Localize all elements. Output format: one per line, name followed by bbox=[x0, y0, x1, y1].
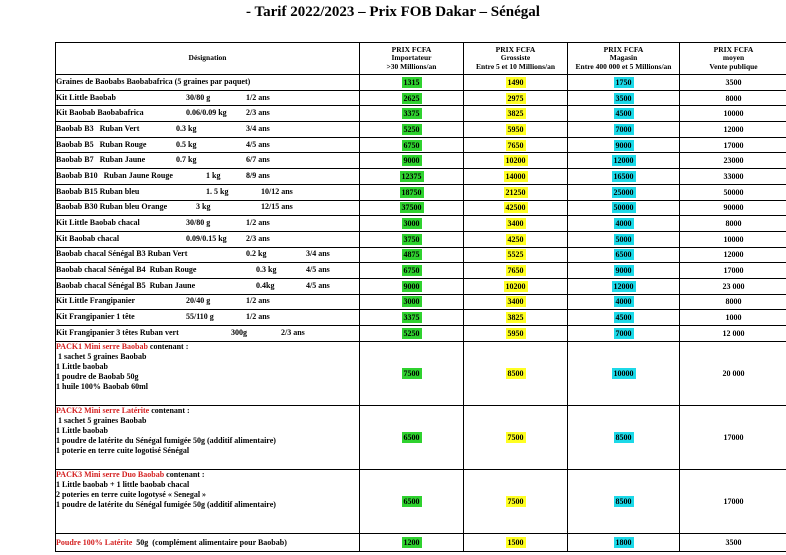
table-row bbox=[56, 169, 786, 185]
price-magasin bbox=[568, 90, 680, 106]
price-importateur-value: 9000 bbox=[403, 281, 420, 291]
price-grossiste-value: 21250 bbox=[505, 187, 526, 197]
product-age: 1/2 ans bbox=[246, 92, 270, 102]
price-vente-publique: 1000 bbox=[680, 310, 786, 326]
price-magasin-value: 25000 bbox=[613, 187, 634, 197]
table-row bbox=[56, 200, 786, 216]
product-name: Baobab B5 Ruban Rouge bbox=[56, 139, 147, 149]
price-importateur-value: 1315 bbox=[403, 77, 420, 87]
product-name: Kit Little Frangipanier bbox=[56, 296, 136, 306]
product-name: Kit Baobab chacal bbox=[56, 233, 120, 243]
price-magasin bbox=[568, 326, 680, 342]
price-grossiste-value: 5525 bbox=[507, 250, 524, 260]
price-grossiste-value: 4250 bbox=[507, 234, 524, 244]
designation-cell bbox=[56, 153, 360, 169]
price-magasin-value: 4500 bbox=[615, 109, 632, 119]
header-importateur: PRIX FCFA Importateur >30 Millions/an bbox=[360, 43, 464, 75]
price-vente-publique: 20 000 bbox=[680, 341, 786, 405]
price-importateur-value: 18750 bbox=[401, 187, 422, 197]
price-importateur bbox=[360, 106, 464, 122]
price-importateur bbox=[360, 216, 464, 232]
product-age: 2/3 ans bbox=[246, 233, 270, 243]
price-magasin-value: 1750 bbox=[615, 77, 632, 87]
product-name: Kit Frangipanier 1 tête bbox=[56, 312, 135, 322]
price-magasin bbox=[568, 341, 680, 405]
table-row bbox=[56, 106, 786, 122]
product-name: Kit Frangipanier 3 têtes Ruban vert bbox=[56, 327, 179, 337]
price-importateur-value: 6500 bbox=[403, 496, 420, 506]
price-grossiste-value: 5950 bbox=[507, 328, 524, 338]
price-grossiste bbox=[464, 231, 568, 247]
designation-cell bbox=[56, 122, 360, 138]
table-row bbox=[56, 326, 786, 342]
table-row bbox=[56, 137, 786, 153]
price-vente-publique: 12000 bbox=[680, 247, 786, 263]
product-age: 2/3 ans bbox=[281, 327, 305, 337]
page-title: - Tarif 2022/2023 – Prix FOB Dakar – Sénégal bbox=[246, 4, 540, 20]
price-importateur-value: 3750 bbox=[403, 234, 420, 244]
price-importateur bbox=[360, 231, 464, 247]
product-weight: 0.7 kg bbox=[176, 155, 197, 165]
product-suffix: 50g (complément alimentaire pour Baobab) bbox=[132, 537, 287, 547]
product-age: 2/3 ans bbox=[246, 108, 270, 118]
table-row bbox=[56, 263, 786, 279]
designation-cell bbox=[56, 90, 360, 106]
designation-cell bbox=[56, 137, 360, 153]
price-grossiste bbox=[464, 278, 568, 294]
price-magasin-value: 16500 bbox=[613, 171, 634, 181]
product-weight: 0.4kg bbox=[256, 280, 275, 290]
designation-cell bbox=[56, 169, 360, 185]
price-vente-publique: 10000 bbox=[680, 106, 786, 122]
price-magasin bbox=[568, 247, 680, 263]
product-weight: 0.09/0.15 kg bbox=[186, 233, 227, 243]
price-grossiste bbox=[464, 469, 568, 533]
pack-item: 2 poteries en terre cuite logotysé « Senegal » bbox=[56, 489, 207, 499]
price-magasin-value: 7000 bbox=[615, 328, 632, 338]
price-magasin bbox=[568, 106, 680, 122]
product-name: Baobab B30 Ruban bleu Orange bbox=[56, 202, 168, 212]
price-magasin-value: 12000 bbox=[613, 156, 634, 166]
product-weight: 0.3 kg bbox=[176, 123, 197, 133]
price-magasin bbox=[568, 533, 680, 551]
product-title: Poudre 100% Latérite bbox=[56, 537, 133, 547]
price-grossiste bbox=[464, 247, 568, 263]
product-weight: 3 kg bbox=[196, 202, 211, 212]
price-vente-publique: 17000 bbox=[680, 469, 786, 533]
price-importateur bbox=[360, 278, 464, 294]
price-magasin bbox=[568, 263, 680, 279]
price-importateur bbox=[360, 169, 464, 185]
product-name: Kit Little Baobab chacal bbox=[56, 218, 140, 228]
price-magasin bbox=[568, 184, 680, 200]
designation-cell bbox=[56, 310, 360, 326]
price-grossiste bbox=[464, 153, 568, 169]
price-grossiste bbox=[464, 294, 568, 310]
price-importateur-value: 7500 bbox=[403, 368, 420, 378]
price-magasin bbox=[568, 153, 680, 169]
price-magasin bbox=[568, 137, 680, 153]
price-grossiste-value: 10200 bbox=[505, 281, 526, 291]
header-vente-publique: PRIX FCFA moyen Vente publique bbox=[680, 43, 786, 75]
price-vente-publique: 33000 bbox=[680, 169, 786, 185]
price-importateur bbox=[360, 341, 464, 405]
table-row bbox=[56, 122, 786, 138]
price-magasin-value: 3500 bbox=[615, 93, 632, 103]
header-magasin: PRIX FCFA Magasin Entre 400 000 et 5 Millions/an bbox=[568, 43, 680, 75]
product-weight: 0.5 kg bbox=[176, 139, 197, 149]
product-age: 1/2 ans bbox=[246, 296, 270, 306]
product-age: 1/2 ans bbox=[246, 312, 270, 322]
price-grossiste-value: 10200 bbox=[505, 156, 526, 166]
pack-title: PACK2 Mini serre Latérite bbox=[56, 405, 150, 415]
price-grossiste-value: 3400 bbox=[507, 297, 524, 307]
product-age: 4/5 ans bbox=[246, 139, 270, 149]
product-name: Kit Baobab Baobabafrica bbox=[56, 108, 144, 118]
table-row bbox=[56, 278, 786, 294]
price-importateur-value: 37500 bbox=[401, 203, 422, 213]
designation-cell bbox=[56, 263, 360, 279]
price-grossiste bbox=[464, 106, 568, 122]
price-grossiste-value: 7500 bbox=[507, 432, 524, 442]
price-importateur bbox=[360, 469, 464, 533]
price-grossiste bbox=[464, 169, 568, 185]
price-magasin bbox=[568, 469, 680, 533]
price-importateur-value: 6750 bbox=[403, 266, 420, 276]
price-vente-publique: 23000 bbox=[680, 153, 786, 169]
price-importateur bbox=[360, 122, 464, 138]
price-importateur bbox=[360, 310, 464, 326]
table-row bbox=[56, 184, 786, 200]
table-row bbox=[56, 533, 786, 551]
price-importateur bbox=[360, 137, 464, 153]
pack-description bbox=[56, 469, 360, 533]
price-importateur-value: 1200 bbox=[403, 537, 420, 547]
price-magasin-value: 9000 bbox=[615, 140, 632, 150]
product-name: Baobab B3 Ruban Vert bbox=[56, 123, 140, 133]
price-magasin bbox=[568, 200, 680, 216]
header-designation: Désignation bbox=[56, 43, 360, 75]
price-vente-publique: 8000 bbox=[680, 216, 786, 232]
product-age: 8/9 ans bbox=[246, 170, 270, 180]
price-vente-publique: 8000 bbox=[680, 90, 786, 106]
price-vente-publique: 90000 bbox=[680, 200, 786, 216]
pack-row bbox=[56, 469, 786, 533]
price-grossiste-value: 7650 bbox=[507, 266, 524, 276]
price-magasin-value: 8500 bbox=[615, 496, 632, 506]
product-weight: 0.06/0.09 kg bbox=[186, 108, 227, 118]
price-importateur bbox=[360, 294, 464, 310]
price-grossiste bbox=[464, 310, 568, 326]
price-vente-publique: 12000 bbox=[680, 122, 786, 138]
price-importateur-value: 6750 bbox=[403, 140, 420, 150]
price-importateur bbox=[360, 153, 464, 169]
price-magasin bbox=[568, 405, 680, 469]
price-grossiste bbox=[464, 216, 568, 232]
price-importateur-value: 6500 bbox=[403, 432, 420, 442]
price-importateur-value: 4875 bbox=[403, 250, 420, 260]
price-grossiste-value: 7650 bbox=[507, 140, 524, 150]
price-grossiste bbox=[464, 326, 568, 342]
product-name: Baobab B15 Ruban bleu bbox=[56, 186, 140, 196]
price-magasin bbox=[568, 278, 680, 294]
price-importateur-value: 3000 bbox=[403, 297, 420, 307]
pack-suffix: contenant : bbox=[147, 341, 189, 351]
price-importateur bbox=[360, 247, 464, 263]
price-grossiste bbox=[464, 405, 568, 469]
price-grossiste-value: 14000 bbox=[505, 171, 526, 181]
product-age: 10/12 ans bbox=[261, 186, 293, 196]
price-vente-publique: 17000 bbox=[680, 137, 786, 153]
designation-cell bbox=[56, 216, 360, 232]
price-importateur bbox=[360, 405, 464, 469]
price-grossiste-value: 42500 bbox=[505, 203, 526, 213]
price-grossiste-value: 8500 bbox=[507, 368, 524, 378]
price-grossiste-value: 7500 bbox=[507, 496, 524, 506]
price-importateur-value: 5250 bbox=[403, 328, 420, 338]
price-magasin-value: 4000 bbox=[615, 219, 632, 229]
product-weight: 30/80 g bbox=[186, 92, 211, 102]
product-name: Baobab chacal Sénégal B4 Ruban Rouge bbox=[56, 265, 197, 275]
product-weight: 1 kg bbox=[206, 170, 221, 180]
pack-title: PACK1 Mini serre Baobab bbox=[56, 341, 148, 351]
price-magasin-value: 5000 bbox=[615, 234, 632, 244]
price-vente-publique: 8000 bbox=[680, 294, 786, 310]
table-row bbox=[56, 90, 786, 106]
table-row bbox=[56, 247, 786, 263]
price-importateur bbox=[360, 75, 464, 91]
price-vente-publique: 50000 bbox=[680, 184, 786, 200]
table-row bbox=[56, 216, 786, 232]
price-importateur-value: 9000 bbox=[403, 156, 420, 166]
price-table bbox=[55, 42, 786, 552]
product-weight: 20/40 g bbox=[186, 296, 211, 306]
price-magasin-value: 4500 bbox=[615, 313, 632, 323]
price-grossiste-value: 5950 bbox=[507, 124, 524, 134]
pack-item: 1 Little baobab bbox=[56, 425, 109, 435]
pack-title: PACK3 Mini serre Duo Baobab bbox=[56, 469, 165, 479]
header-grossiste: PRIX FCFA Grossiste Entre 5 et 10 Millions/an bbox=[464, 43, 568, 75]
price-vente-publique: 23 000 bbox=[680, 278, 786, 294]
product-age: 4/5 ans bbox=[306, 265, 330, 275]
price-vente-publique: 17000 bbox=[680, 405, 786, 469]
product-weight: 30/80 g bbox=[186, 218, 211, 228]
price-magasin-value: 9000 bbox=[615, 266, 632, 276]
price-grossiste-value: 1500 bbox=[507, 537, 524, 547]
price-vente-publique: 12 000 bbox=[680, 326, 786, 342]
price-magasin bbox=[568, 169, 680, 185]
price-magasin bbox=[568, 231, 680, 247]
price-magasin-value: 4000 bbox=[615, 297, 632, 307]
price-importateur bbox=[360, 263, 464, 279]
table-row bbox=[56, 75, 786, 91]
designation-cell bbox=[56, 200, 360, 216]
product-name: Baobab B7 Ruban Jaune bbox=[56, 155, 146, 165]
pack-description bbox=[56, 405, 360, 469]
price-grossiste-value: 3825 bbox=[507, 313, 524, 323]
pack-item: 1 Little baobab + 1 little baobab chacal bbox=[56, 479, 190, 489]
product-name: Graines de Baobabs Baobabafrica (5 graines par paquet) bbox=[56, 76, 251, 86]
product-weight: 0.2 kg bbox=[246, 249, 267, 259]
product-weight: 300g bbox=[231, 327, 247, 337]
price-vente-publique: 10000 bbox=[680, 231, 786, 247]
price-importateur-value: 2625 bbox=[403, 93, 420, 103]
price-grossiste bbox=[464, 341, 568, 405]
price-grossiste bbox=[464, 200, 568, 216]
designation-cell bbox=[56, 106, 360, 122]
designation-cell bbox=[56, 75, 360, 91]
product-weight: 0.3 kg bbox=[256, 265, 277, 275]
price-magasin bbox=[568, 310, 680, 326]
price-grossiste bbox=[464, 263, 568, 279]
pack-description bbox=[56, 341, 360, 405]
product-name: Baobab chacal Sénégal B5 Ruban Jaune bbox=[56, 280, 196, 290]
designation-cell bbox=[56, 533, 360, 551]
price-importateur bbox=[360, 533, 464, 551]
price-magasin-value: 10000 bbox=[613, 368, 634, 378]
product-age: 12/15 ans bbox=[261, 202, 293, 212]
table-row bbox=[56, 310, 786, 326]
designation-cell bbox=[56, 294, 360, 310]
price-importateur-value: 3375 bbox=[403, 313, 420, 323]
header-row bbox=[56, 43, 786, 75]
price-importateur bbox=[360, 184, 464, 200]
price-grossiste-value: 3825 bbox=[507, 109, 524, 119]
pack-item: 1 huile 100% Baobab 60ml bbox=[56, 381, 149, 391]
price-magasin-value: 8500 bbox=[615, 432, 632, 442]
pack-row bbox=[56, 405, 786, 469]
pack-row bbox=[56, 341, 786, 405]
price-grossiste-value: 2975 bbox=[507, 93, 524, 103]
price-magasin-value: 12000 bbox=[613, 281, 634, 291]
price-importateur bbox=[360, 326, 464, 342]
price-vente-publique: 17000 bbox=[680, 263, 786, 279]
price-magasin-value: 1800 bbox=[615, 537, 632, 547]
pack-item: 1 poudre de Baobab 50g bbox=[56, 371, 139, 381]
pack-suffix: contenant : bbox=[164, 469, 205, 479]
price-importateur-value: 3375 bbox=[403, 109, 420, 119]
pack-suffix: contenant : bbox=[149, 405, 190, 415]
product-weight: 1. 5 kg bbox=[206, 186, 229, 196]
designation-cell bbox=[56, 184, 360, 200]
designation-cell bbox=[56, 247, 360, 263]
product-age: 4/5 ans bbox=[306, 280, 330, 290]
price-magasin bbox=[568, 294, 680, 310]
price-magasin-value: 7000 bbox=[615, 124, 632, 134]
product-age: 3/4 ans bbox=[246, 123, 270, 133]
product-age: 6/7 ans bbox=[246, 155, 270, 165]
price-grossiste bbox=[464, 122, 568, 138]
price-importateur bbox=[360, 90, 464, 106]
price-magasin bbox=[568, 216, 680, 232]
price-vente-publique: 3500 bbox=[680, 75, 786, 91]
table-row bbox=[56, 153, 786, 169]
product-name: Baobab chacal Sénégal B3 Ruban Vert bbox=[56, 249, 188, 259]
product-age: 1/2 ans bbox=[246, 218, 270, 228]
designation-cell bbox=[56, 278, 360, 294]
price-magasin bbox=[568, 122, 680, 138]
product-name: Kit Little Baobab bbox=[56, 92, 117, 102]
pack-item: 1 Little baobab bbox=[56, 361, 109, 371]
table-row bbox=[56, 294, 786, 310]
designation-cell bbox=[56, 231, 360, 247]
price-importateur-value: 3000 bbox=[403, 219, 420, 229]
price-grossiste-value: 1490 bbox=[507, 77, 524, 87]
pack-item: 1 poudre de latérite du Sénégal fumigée 50g (additif alimentaire) bbox=[56, 435, 276, 445]
product-name: Baobab B10 Ruban Jaune Rouge bbox=[56, 170, 173, 180]
price-grossiste bbox=[464, 533, 568, 551]
price-importateur-value: 12375 bbox=[401, 171, 422, 181]
pack-item: 1 poudre de latérite du Sénégal fumigée 50g (additif alimentaire) bbox=[56, 499, 276, 509]
designation-cell bbox=[56, 326, 360, 342]
price-grossiste bbox=[464, 184, 568, 200]
price-importateur bbox=[360, 200, 464, 216]
price-grossiste-value: 3400 bbox=[507, 219, 524, 229]
price-vente-publique: 3500 bbox=[680, 533, 786, 551]
pack-item: 1 sachet 5 graines Baobab bbox=[56, 415, 147, 425]
price-magasin bbox=[568, 75, 680, 91]
price-magasin-value: 50000 bbox=[613, 203, 634, 213]
product-weight: 55/110 g bbox=[186, 312, 214, 322]
pack-item: 1 sachet 5 graines Baobab bbox=[56, 351, 147, 361]
product-age: 3/4 ans bbox=[306, 249, 330, 259]
price-grossiste bbox=[464, 75, 568, 91]
price-importateur-value: 5250 bbox=[403, 124, 420, 134]
price-grossiste bbox=[464, 90, 568, 106]
price-magasin-value: 6500 bbox=[615, 250, 632, 260]
price-grossiste bbox=[464, 137, 568, 153]
pack-item: 1 poterie en terre cuite logotisé Sénégal bbox=[56, 445, 190, 455]
table-row bbox=[56, 231, 786, 247]
